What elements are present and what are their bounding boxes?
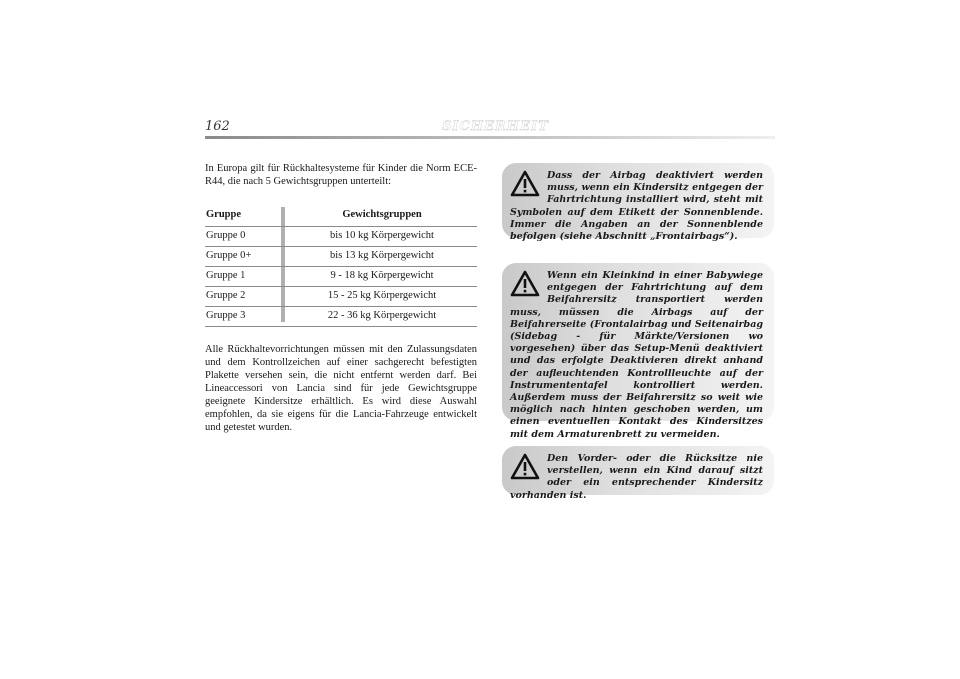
warning-triangle-icon	[510, 453, 543, 483]
table-cell-group: Gruppe 2	[206, 290, 246, 301]
warning-box-airbag-label	[502, 163, 774, 243]
table-header-group: Gruppe	[206, 209, 242, 220]
table-cell-group: Gruppe 0	[206, 230, 246, 241]
table-header-weight: Gewichtsgruppen	[342, 209, 422, 220]
page-number: 162	[205, 119, 230, 134]
header-rule	[205, 136, 775, 139]
table-header-row	[205, 207, 477, 227]
intro-paragraph: In Europa gilt für Rückhaltesysteme für Kinder die Norm ECE-R44, die nach 5 Gewichtsgruppen unterteilt:	[205, 163, 477, 187]
table-cell-weight: 22 - 36 kg Körpergewicht	[327, 310, 437, 321]
warning-text: Wenn ein Kleinkind in einer Babywiege entgegen der Fahrtrichtung auf dem Beifahrersitz transportiert werden muss, müssen die Airbags auf der Beifahrerseite (Frontalairbag und Seitenairbag (Sidebag - für Märkte/Versionen wo vorgesehen) über das Setup-Menü deaktiviert und das erfolgte Deaktivieren direkt anhand der aufleuchtenden Kontrollleuchte auf der Instrumententafel kontrolliert werden. Außerdem muss der Beifahrersitz so weit wie möglich nach hinten geschoben werden, um einen eventuellen Kontakt des Kindersitzes mit dem Armaturenbrett zu vermeiden.	[510, 270, 763, 440]
page-header	[205, 119, 775, 143]
warning-text: Den Vorder- oder die Rücksitze nie verstellen, wenn ein Kind darauf sitzt oder ein entsprechender Kindersitz vorhanden ist.	[510, 453, 763, 501]
table-row	[205, 287, 477, 307]
body-paragraph: Alle Rückhaltevorrichtungen müssen mit den Zulassungsdaten und dem Kontrollzeichen auf einer sachgerecht befestigten Plakette versehen sein, die nicht entfernt werden darf. Bei Lineaccessori von Lancia sind für jede Gewichtsgruppe geeignete Kindersitze erhältlich. Es wird diese Auswahl empfohlen, da sie eigens für die Lancia-Fahrzeuge entwickelt und getestet wurden.	[205, 344, 477, 433]
table-row	[205, 247, 477, 267]
warning-box-seat-adjust	[502, 446, 774, 501]
weight-groups-table	[205, 207, 477, 327]
table-cell-weight: bis 13 kg Körpergewicht	[330, 250, 434, 261]
warning-triangle-icon	[510, 170, 543, 200]
section-title: SICHERHEIT	[442, 119, 549, 134]
warning-box-babywiege	[502, 263, 774, 440]
table-cell-weight: 9 - 18 kg Körpergewicht	[330, 270, 434, 281]
table-cell-group: Gruppe 0+	[206, 250, 252, 261]
warning-triangle-icon	[510, 270, 543, 300]
warning-text: Dass der Airbag deaktiviert werden muss, wenn ein Kindersitz entgegen der Fahrtrichtung installiert wird, steht mit Symbolen auf dem Etikett der Sonnenblende. Immer die Angaben an der Sonnenblende befolgen (siehe Abschnitt „Frontairbags“).	[510, 170, 763, 243]
table-row	[205, 267, 477, 287]
table-cell-group: Gruppe 3	[206, 310, 246, 321]
table-cell-weight: bis 10 kg Körpergewicht	[330, 230, 434, 241]
table-row	[205, 307, 477, 327]
table-cell-group: Gruppe 1	[206, 270, 246, 281]
table-row	[205, 227, 477, 247]
table-cell-weight: 15 - 25 kg Körpergewicht	[327, 290, 437, 301]
